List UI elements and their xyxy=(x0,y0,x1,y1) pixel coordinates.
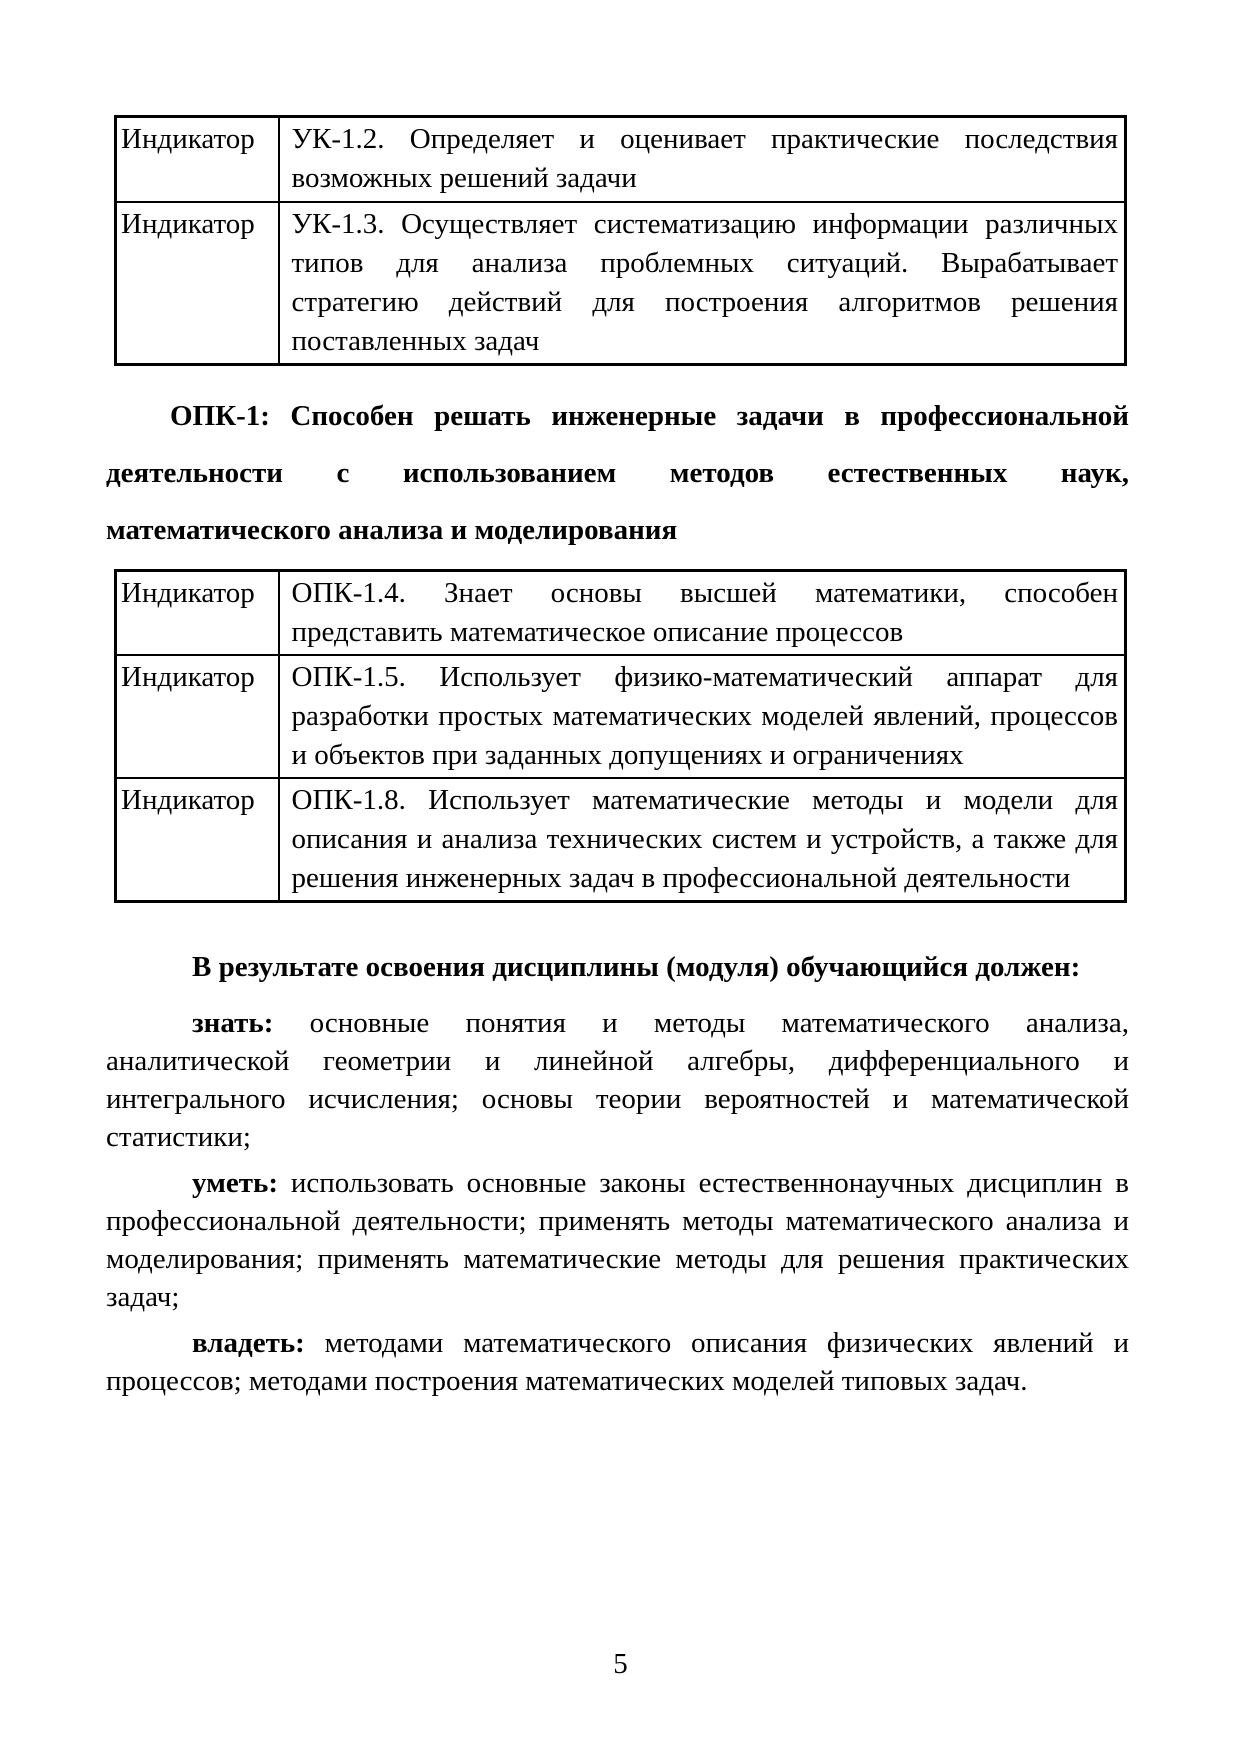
table-row xyxy=(116,570,1126,655)
page-number: 5 xyxy=(613,1648,628,1680)
results-heading: В результате освоения дисциплины (модуля) обучающийся должен: xyxy=(192,950,1081,983)
outcome-master-text: методами математического описания физических явлений и процессов; методами построения математических моделей типовых задач. xyxy=(106,1326,1129,1397)
table-row xyxy=(116,117,1126,202)
indicator-label: Индикатор xyxy=(116,655,279,778)
outcome-able-text: использовать основные законы естественнонаучных дисциплин в профессиональной деятельности; применять методы математического анализа и моделирования; применять математические методы для решения практических задач; xyxy=(106,1166,1129,1313)
indicator-text: ОПК-1.4. Знает основы высшей математики, способен представить математическое описание процессов xyxy=(279,570,1126,655)
outcome-master xyxy=(106,1324,1129,1400)
indicators-table-opk1 xyxy=(114,569,1127,903)
table-row xyxy=(116,655,1126,778)
outcome-able xyxy=(106,1164,1129,1316)
table-row xyxy=(116,202,1126,365)
outcome-know-lead: знать: xyxy=(192,1006,274,1039)
indicators-table-uk1 xyxy=(114,115,1127,366)
outcome-master-lead: владеть: xyxy=(192,1326,305,1359)
competency-heading-opk1: ОПК-1: Способен решать инженерные задачи в профессиональной деятельности с использованием методов естественных наук, математического анализа и моделирования xyxy=(106,399,1129,546)
indicator-text: ОПК-1.5. Использует физико-математический аппарат для разработки простых математических моделей явлений, процессов и объектов при заданных допущениях и ограничениях xyxy=(279,655,1126,778)
indicator-label: Индикатор xyxy=(116,778,279,902)
page-content xyxy=(106,0,1129,1400)
indicator-text: УК-1.3. Осуществляет систематизацию информации различных типов для анализа проблемных ситуаций. Вырабатывает стратегию действий для построения алгоритмов решения поставленных задач xyxy=(279,202,1126,365)
outcome-know xyxy=(106,1004,1129,1156)
indicator-label: Индикатор xyxy=(116,117,279,202)
indicator-label: Индикатор xyxy=(116,202,279,365)
outcome-know-text: основные понятия и методы математического анализа, аналитической геометрии и линейной алгебры, дифференциального и интегрального исчисления; основы теории вероятностей и математической статистики; xyxy=(106,1006,1129,1153)
table-row xyxy=(116,778,1126,902)
indicator-text: ОПК-1.8. Использует математические методы и модели для описания и анализа технических систем и устройств, а также для решения инженерных задач в профессиональной деятельности xyxy=(279,778,1126,902)
indicator-text: УК-1.2. Определяет и оценивает практические последствия возможных решений задачи xyxy=(279,117,1126,202)
outcome-able-lead: уметь: xyxy=(192,1166,278,1199)
indicator-label: Индикатор xyxy=(116,570,279,655)
